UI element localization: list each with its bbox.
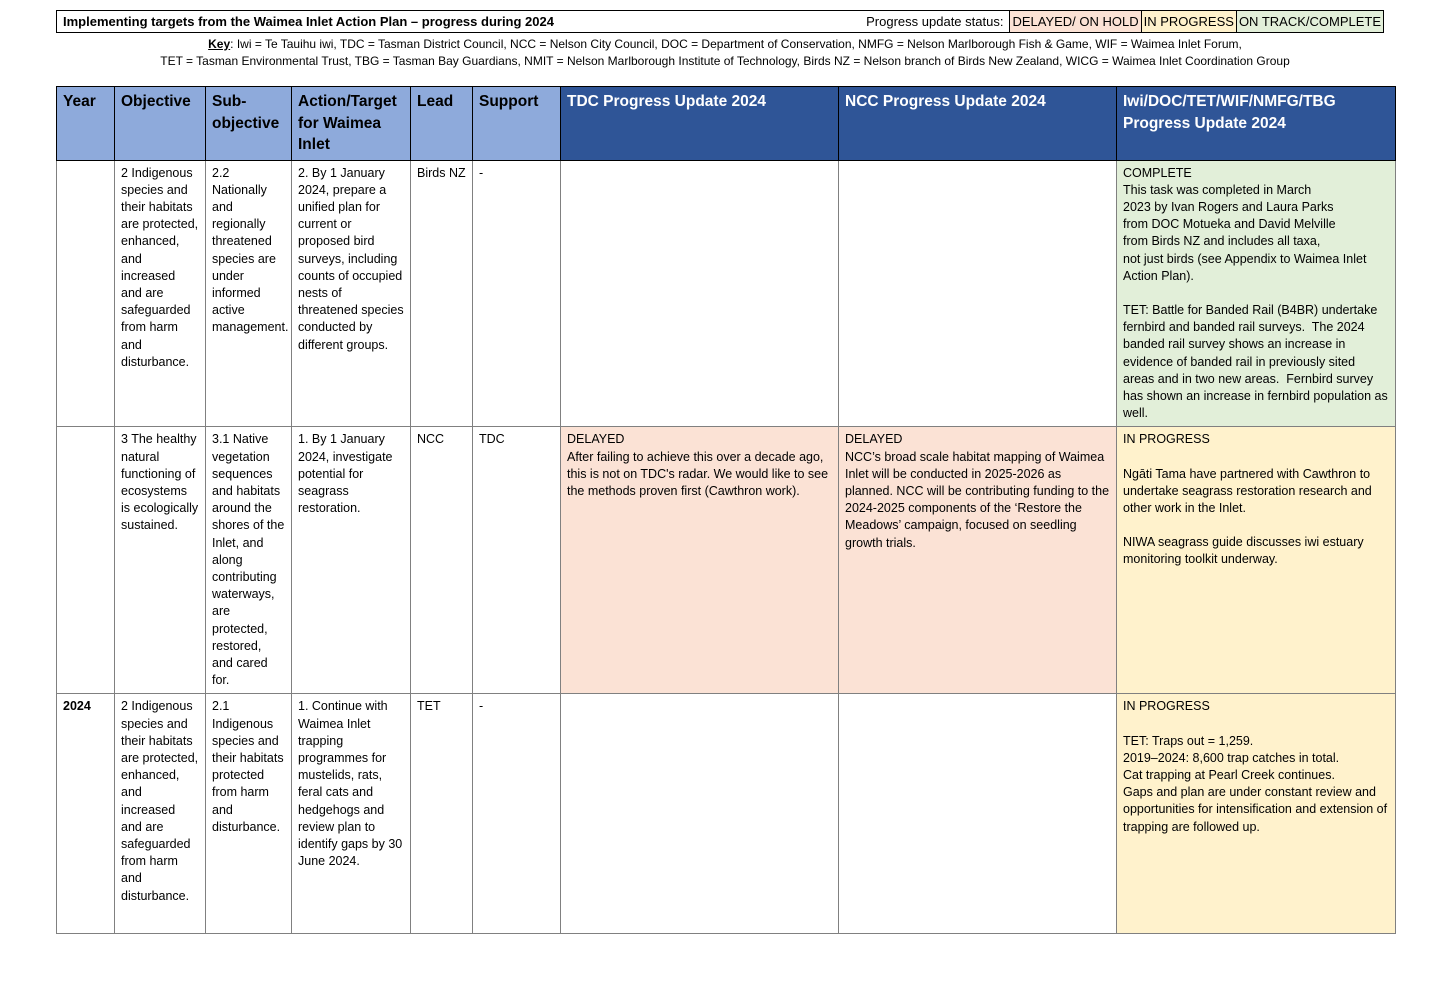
update-line: NIWA seagrass guide discusses iwi estuary monitoring toolkit underway. (1123, 535, 1368, 567)
update-line: 2019–2024: 8,600 trap catches in total. (1123, 750, 1340, 765)
ncc-update-cell (839, 694, 1117, 934)
year-cell (57, 427, 115, 694)
status-text: IN PROGRESS (1123, 432, 1210, 447)
update-line: 2023 by Ivan Rogers and Laura Parks (1123, 199, 1334, 214)
legend-complete: ON TRACK/COMPLETE (1236, 11, 1383, 32)
status-legend-label: Progress update status: (866, 14, 1004, 29)
update-line: TET: Traps out = 1,259. (1123, 733, 1254, 748)
update-line: Gaps and plan are under constant review and opportunities for intensification and extension of trapping are followed up. (1123, 785, 1391, 834)
status-text: DELAYED (845, 432, 903, 447)
status-text: IN PROGRESS (1123, 699, 1210, 714)
col-header-ncc: NCC Progress Update 2024 (839, 87, 1117, 161)
support-cell: TDC (473, 427, 561, 694)
abbreviation-key (56, 36, 1394, 70)
document-title: Implementing targets from the Waimea Inlet Action Plan – progress during 2024 (63, 14, 554, 29)
update-line (1123, 449, 1389, 466)
col-header-subobjective: Sub-objective (206, 87, 292, 161)
col-header-action: Action/Target for Waimea Inlet (292, 87, 411, 161)
col-header-lead: Lead (411, 87, 473, 161)
subobjective-cell: 2.2 Nationally and regionally threatened species are under informed active management. (206, 160, 292, 427)
table-row (57, 160, 1396, 427)
iwi-update-cell (1117, 160, 1396, 427)
update-line (1123, 285, 1389, 302)
status-text: COMPLETE (1123, 165, 1192, 180)
lead-cell: NCC (411, 427, 473, 694)
objective-cell: 3 The healthy natural functioning of ecosystems is ecologically sustained. (115, 427, 206, 694)
iwi-update-cell (1117, 427, 1396, 694)
year-cell (57, 160, 115, 427)
ncc-update-cell (839, 160, 1117, 427)
status-text: DELAYED (567, 432, 625, 447)
subobjective-cell: 2.1 Indigenous species and their habitats protected from harm and disturbance. (206, 694, 292, 934)
key-line-2: TET = Tasman Environmental Trust, TBG = Tasman Bay Guardians, NMIT = Nelson Marlborough Institute of Technology, Birds NZ = Nelson branch of Birds New Zealand, WICG = Waimea Inlet Coordination Group (160, 54, 1290, 68)
update-line: Cat trapping at Pearl Creek continues. (1123, 768, 1335, 782)
update-line: Ngāti Tama have partnered with Cawthron to undertake seagrass restoration research and other work in the Inlet. (1123, 466, 1376, 515)
ncc-update-cell (839, 427, 1117, 694)
table-row (57, 427, 1396, 694)
update-line: After failing to achieve this over a decade ago, this is not on TDC's radar. We would like to see the methods proven first (Cawthron work). (567, 449, 832, 498)
progress-table (56, 86, 1396, 934)
action-cell: 2. By 1 January 2024, prepare a unified plan for current or proposed bird surveys, including counts of occupied nests of threatened species conducted by different groups. (292, 160, 411, 427)
update-line: This task was completed in March (1123, 182, 1312, 197)
action-cell: 1. Continue with Waimea Inlet trapping programmes for mustelids, rats, feral cats and hedgehogs and review plan to identify gaps by 30 June 2024. (292, 694, 411, 934)
legend-in-progress: IN PROGRESS (1141, 11, 1236, 32)
key-line-1: : Iwi = Te Tauihu iwi, TDC = Tasman District Council, NCC = Nelson City Council, DOC = Department of Conservation, NMFG = Nelson Marlborough Fish & Game, WIF = Waimea Inlet Forum, (230, 37, 1242, 51)
col-header-objective: Objective (115, 87, 206, 161)
col-header-tdc: TDC Progress Update 2024 (561, 87, 839, 161)
tdc-update-cell (561, 694, 839, 934)
key-label: Key (208, 37, 231, 51)
objective-cell: 2 Indigenous species and their habitats are protected, enhanced, and increased and are safeguarded from harm and disturbance. (115, 694, 206, 934)
update-line: TET: Battle for Banded Rail (B4BR) undertake fernbird and banded rail surveys. The 2024 banded rail survey shows an increase in evidence of banded rail in previously sited areas and in two new areas. Fernbird survey has shown an increase in fernbird population as well. (1123, 302, 1392, 421)
update-line (1123, 716, 1389, 733)
update-line (1123, 517, 1389, 534)
table-row (57, 694, 1396, 934)
iwi-update-cell (1117, 694, 1396, 934)
col-header-year: Year (57, 87, 115, 161)
table-header-row (57, 87, 1396, 161)
objective-cell: 2 Indigenous species and their habitats are protected, enhanced, and increased and are safeguarded from harm and disturbance. (115, 160, 206, 427)
action-cell: 1. By 1 January 2024, investigate potential for seagrass restoration. (292, 427, 411, 694)
lead-cell: Birds NZ (411, 160, 473, 427)
year-cell: 2024 (57, 694, 115, 934)
col-header-support: Support (473, 87, 561, 161)
legend-delayed: DELAYED/ ON HOLD (1009, 11, 1140, 32)
support-cell: - (473, 694, 561, 934)
subobjective-cell: 3.1 Native vegetation sequences and habitats around the shores of the Inlet, and along contributing waterways, are protected, restored, and cared for. (206, 427, 292, 694)
support-cell: - (473, 160, 561, 427)
tdc-update-cell (561, 427, 839, 694)
col-header-iwi: Iwi/DOC/TET/WIF/NMFG/TBG Progress Update 2024 (1117, 87, 1396, 161)
update-line: NCC’s broad scale habitat mapping of Waimea Inlet will be conducted in 2025-2026 as planned. NCC will be contributing funding to the 2024-2025 components of the ‘Restore the Meadows’ campaign, focused on seedling growth trials. (845, 449, 1113, 550)
update-line: from DOC Motueka and David Melville (1123, 217, 1336, 232)
tdc-update-cell (561, 160, 839, 427)
update-line: not just birds (see Appendix to Waimea Inlet Action Plan). (1123, 251, 1370, 283)
lead-cell: TET (411, 694, 473, 934)
document-title-bar (56, 10, 1384, 33)
update-line: from Birds NZ and includes all taxa, (1123, 234, 1321, 249)
